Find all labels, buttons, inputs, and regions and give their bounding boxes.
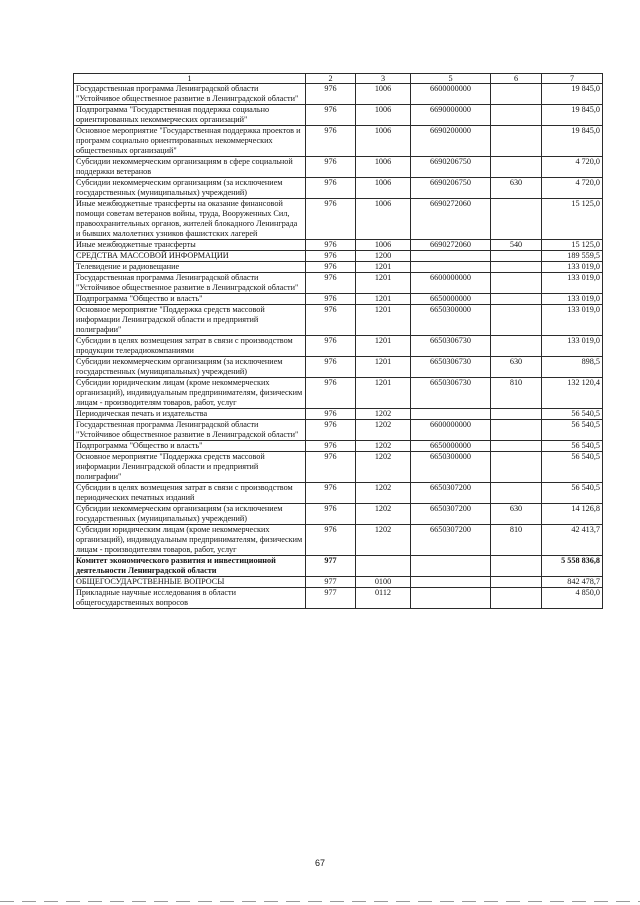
cell-vr bbox=[491, 336, 542, 357]
table-row bbox=[74, 525, 603, 556]
cell-rzpr: 1006 bbox=[356, 157, 411, 178]
cell-grbs: 976 bbox=[306, 157, 356, 178]
table-row bbox=[74, 305, 603, 336]
cell-grbs: 976 bbox=[306, 178, 356, 199]
cell-rzpr: 1006 bbox=[356, 84, 411, 105]
cell-csr bbox=[411, 556, 491, 577]
cell-rzpr: 1201 bbox=[356, 357, 411, 378]
cell-csr: 6650300000 bbox=[411, 305, 491, 336]
cell-rzpr: 1202 bbox=[356, 452, 411, 483]
header-row bbox=[74, 74, 603, 84]
cell-csr: 6600000000 bbox=[411, 420, 491, 441]
cell-sum: 132 120,4 bbox=[542, 378, 603, 409]
cell-sum: 15 125,0 bbox=[542, 240, 603, 251]
cell-grbs: 976 bbox=[306, 305, 356, 336]
table-row bbox=[74, 378, 603, 409]
cell-vr: 630 bbox=[491, 504, 542, 525]
cell-csr: 6600000000 bbox=[411, 84, 491, 105]
cell-sum: 842 478,7 bbox=[542, 577, 603, 588]
cell-sum: 133 019,0 bbox=[542, 273, 603, 294]
cell-csr: 6650306730 bbox=[411, 357, 491, 378]
cell-csr: 6650306730 bbox=[411, 378, 491, 409]
cell-csr: 6690272060 bbox=[411, 199, 491, 240]
cell-sum: 56 540,5 bbox=[542, 452, 603, 483]
cell-name: Государственная программа Ленинградской области "Устойчивое общественное развитие в Ленинградской области" bbox=[74, 84, 306, 105]
cell-csr: 6690206750 bbox=[411, 157, 491, 178]
cell-vr bbox=[491, 556, 542, 577]
cell-rzpr: 0112 bbox=[356, 588, 411, 609]
table-row bbox=[74, 84, 603, 105]
cell-name: Иные межбюджетные трансферты bbox=[74, 240, 306, 251]
cell-sum: 4 850,0 bbox=[542, 588, 603, 609]
cell-name: Основное мероприятие "Государственная поддержка проектов и программ социально ориентированных некоммерческих общественных организаций" bbox=[74, 126, 306, 157]
cell-rzpr: 1201 bbox=[356, 273, 411, 294]
cell-vr bbox=[491, 452, 542, 483]
cell-rzpr: 0100 bbox=[356, 577, 411, 588]
cell-grbs: 976 bbox=[306, 294, 356, 305]
cell-rzpr: 1202 bbox=[356, 525, 411, 556]
cell-name: Подпрограмма "Общество и власть" bbox=[74, 294, 306, 305]
page-number: 67 bbox=[314, 858, 325, 868]
cell-vr: 630 bbox=[491, 178, 542, 199]
table-row bbox=[74, 126, 603, 157]
cell-sum: 898,5 bbox=[542, 357, 603, 378]
cell-name: Субсидии некоммерческим организациям (за исключением государственных (муниципальных) учреждений) bbox=[74, 178, 306, 199]
cell-name: Субсидии некоммерческим организациям в сфере социальной поддержки ветеранов bbox=[74, 157, 306, 178]
cell-grbs: 976 bbox=[306, 273, 356, 294]
table-row bbox=[74, 336, 603, 357]
cell-grbs: 976 bbox=[306, 84, 356, 105]
cell-rzpr: 1201 bbox=[356, 378, 411, 409]
cell-vr: 810 bbox=[491, 378, 542, 409]
cell-sum: 133 019,0 bbox=[542, 262, 603, 273]
header-cell-grbs: 2 bbox=[306, 74, 356, 84]
table-body bbox=[74, 84, 603, 609]
cell-rzpr: 1202 bbox=[356, 420, 411, 441]
cell-name: Основное мероприятие "Поддержка средств массовой информации Ленинградской области и предприятий полиграфии" bbox=[74, 305, 306, 336]
cell-grbs: 976 bbox=[306, 262, 356, 273]
cell-csr bbox=[411, 251, 491, 262]
cell-csr: 6650307200 bbox=[411, 525, 491, 556]
cell-sum: 19 845,0 bbox=[542, 105, 603, 126]
cell-vr bbox=[491, 126, 542, 157]
cell-name: Комитет экономического развития и инвестиционной деятельности Ленинградской области bbox=[74, 556, 306, 577]
cell-name: Основное мероприятие "Поддержка средств массовой информации Ленинградской области и предприятий полиграфии" bbox=[74, 452, 306, 483]
cell-name: Иные межбюджетные трансферты на оказание финансовой помощи советам ветеранов войны, труда, Вооруженных Сил, правоохранительных органов, жителей блокадного Ленинграда и бывших малолетних узников фашистских лагерей bbox=[74, 199, 306, 240]
cell-name: СРЕДСТВА МАССОВОЙ ИНФОРМАЦИИ bbox=[74, 251, 306, 262]
cell-sum: 133 019,0 bbox=[542, 305, 603, 336]
cell-rzpr: 1006 bbox=[356, 105, 411, 126]
cell-csr bbox=[411, 262, 491, 273]
table-row bbox=[74, 105, 603, 126]
table-row bbox=[74, 273, 603, 294]
cell-vr bbox=[491, 199, 542, 240]
cell-sum: 56 540,5 bbox=[542, 409, 603, 420]
cell-name: Субсидии некоммерческим организациям (за исключением государственных (муниципальных) учреждений) bbox=[74, 504, 306, 525]
table-row bbox=[74, 294, 603, 305]
table-row bbox=[74, 409, 603, 420]
cell-sum: 19 845,0 bbox=[542, 84, 603, 105]
table-row bbox=[74, 441, 603, 452]
cell-sum: 56 540,5 bbox=[542, 420, 603, 441]
cell-name: Государственная программа Ленинградской области "Устойчивое общественное развитие в Ленинградской области" bbox=[74, 273, 306, 294]
table-row bbox=[74, 357, 603, 378]
cell-rzpr: 1202 bbox=[356, 504, 411, 525]
cell-sum: 15 125,0 bbox=[542, 199, 603, 240]
cell-rzpr: 1200 bbox=[356, 251, 411, 262]
table-row bbox=[74, 178, 603, 199]
header-cell-csr: 5 bbox=[411, 74, 491, 84]
cell-name: Подпрограмма "Государственная поддержка социально ориентированных некоммерческих организаций" bbox=[74, 105, 306, 126]
table-row bbox=[74, 240, 603, 251]
table-row bbox=[74, 483, 603, 504]
cell-sum: 4 720,0 bbox=[542, 178, 603, 199]
table-row bbox=[74, 157, 603, 178]
cell-name: Субсидии в целях возмещения затрат в связи с производством периодических печатных изданий bbox=[74, 483, 306, 504]
cell-vr bbox=[491, 577, 542, 588]
table-row bbox=[74, 251, 603, 262]
cell-grbs: 976 bbox=[306, 240, 356, 251]
cell-vr bbox=[491, 294, 542, 305]
cell-name: Субсидии юридическим лицам (кроме некоммерческих организаций), индивидуальным предпринимателям, физическим лицам - производителям товаров, работ, услуг bbox=[74, 525, 306, 556]
cell-vr bbox=[491, 251, 542, 262]
table-row bbox=[74, 199, 603, 240]
cell-rzpr: 1202 bbox=[356, 409, 411, 420]
cell-grbs: 977 bbox=[306, 577, 356, 588]
cell-vr bbox=[491, 105, 542, 126]
cell-grbs: 976 bbox=[306, 452, 356, 483]
cell-vr bbox=[491, 305, 542, 336]
cell-vr bbox=[491, 441, 542, 452]
cell-grbs: 976 bbox=[306, 126, 356, 157]
cell-vr bbox=[491, 273, 542, 294]
cell-rzpr: 1202 bbox=[356, 441, 411, 452]
cell-rzpr: 1006 bbox=[356, 240, 411, 251]
cell-name: ОБЩЕГОСУДАРСТВЕННЫЕ ВОПРОСЫ bbox=[74, 577, 306, 588]
cell-rzpr: 1201 bbox=[356, 305, 411, 336]
cell-csr: 6650306730 bbox=[411, 336, 491, 357]
table-row bbox=[74, 504, 603, 525]
cell-vr bbox=[491, 157, 542, 178]
cell-rzpr: 1006 bbox=[356, 199, 411, 240]
cell-name: Субсидии в целях возмещения затрат в связи с производством продукции телерадиокомпаниями bbox=[74, 336, 306, 357]
cell-vr: 630 bbox=[491, 357, 542, 378]
cell-vr bbox=[491, 84, 542, 105]
cell-rzpr: 1006 bbox=[356, 178, 411, 199]
cell-csr: 6600000000 bbox=[411, 273, 491, 294]
cell-rzpr: 1201 bbox=[356, 294, 411, 305]
cell-grbs: 976 bbox=[306, 525, 356, 556]
cell-vr bbox=[491, 262, 542, 273]
cell-sum: 42 413,7 bbox=[542, 525, 603, 556]
table-row bbox=[74, 420, 603, 441]
cell-grbs: 976 bbox=[306, 420, 356, 441]
cell-sum: 19 845,0 bbox=[542, 126, 603, 157]
table-row bbox=[74, 577, 603, 588]
header-cell-sum: 7 bbox=[542, 74, 603, 84]
cell-csr: 6650000000 bbox=[411, 441, 491, 452]
cell-rzpr: 1201 bbox=[356, 336, 411, 357]
table-row bbox=[74, 556, 603, 577]
cell-grbs: 976 bbox=[306, 105, 356, 126]
cell-csr: 6690200000 bbox=[411, 126, 491, 157]
cell-name: Государственная программа Ленинградской области "Устойчивое общественное развитие в Ленинградской области" bbox=[74, 420, 306, 441]
cell-grbs: 976 bbox=[306, 483, 356, 504]
cell-sum: 189 559,5 bbox=[542, 251, 603, 262]
header-cell-name: 1 bbox=[74, 74, 306, 84]
cell-name: Подпрограмма "Общество и власть" bbox=[74, 441, 306, 452]
table-row bbox=[74, 262, 603, 273]
header-cell-vr: 6 bbox=[491, 74, 542, 84]
cell-sum: 14 126,8 bbox=[542, 504, 603, 525]
cell-name: Прикладные научные исследования в области общегосударственных вопросов bbox=[74, 588, 306, 609]
cell-grbs: 977 bbox=[306, 556, 356, 577]
cell-name: Субсидии юридическим лицам (кроме некоммерческих организаций), индивидуальным предпринимателям, физическим лицам - производителям товаров, работ, услуг bbox=[74, 378, 306, 409]
cell-vr bbox=[491, 420, 542, 441]
cell-name: Субсидии некоммерческим организациям (за исключением государственных (муниципальных) учреждений) bbox=[74, 357, 306, 378]
cell-csr: 6690272060 bbox=[411, 240, 491, 251]
cell-rzpr: 1202 bbox=[356, 483, 411, 504]
cell-csr: 6650307200 bbox=[411, 504, 491, 525]
table-row bbox=[74, 588, 603, 609]
cell-csr: 6650300000 bbox=[411, 452, 491, 483]
cell-rzpr: 1006 bbox=[356, 126, 411, 157]
cell-csr bbox=[411, 577, 491, 588]
cell-grbs: 976 bbox=[306, 251, 356, 262]
scan-bottom-edge bbox=[0, 901, 640, 902]
cell-vr bbox=[491, 483, 542, 504]
cell-grbs: 976 bbox=[306, 336, 356, 357]
cell-rzpr: 1201 bbox=[356, 262, 411, 273]
table-row bbox=[74, 452, 603, 483]
cell-grbs: 976 bbox=[306, 199, 356, 240]
cell-vr: 540 bbox=[491, 240, 542, 251]
cell-grbs: 976 bbox=[306, 378, 356, 409]
budget-table bbox=[73, 73, 603, 609]
cell-grbs: 976 bbox=[306, 357, 356, 378]
cell-sum: 4 720,0 bbox=[542, 157, 603, 178]
cell-sum: 5 558 836,8 bbox=[542, 556, 603, 577]
cell-csr: 6650000000 bbox=[411, 294, 491, 305]
cell-sum: 133 019,0 bbox=[542, 294, 603, 305]
cell-grbs: 977 bbox=[306, 588, 356, 609]
cell-rzpr bbox=[356, 556, 411, 577]
cell-name: Периодическая печать и издательства bbox=[74, 409, 306, 420]
cell-name: Телевидение и радиовещание bbox=[74, 262, 306, 273]
cell-sum: 56 540,5 bbox=[542, 441, 603, 452]
cell-grbs: 976 bbox=[306, 441, 356, 452]
cell-csr: 6650307200 bbox=[411, 483, 491, 504]
cell-vr bbox=[491, 588, 542, 609]
cell-csr: 6690000000 bbox=[411, 105, 491, 126]
cell-csr: 6690206750 bbox=[411, 178, 491, 199]
cell-grbs: 976 bbox=[306, 409, 356, 420]
cell-vr bbox=[491, 409, 542, 420]
cell-grbs: 976 bbox=[306, 504, 356, 525]
cell-csr bbox=[411, 588, 491, 609]
cell-vr: 810 bbox=[491, 525, 542, 556]
cell-csr bbox=[411, 409, 491, 420]
header-cell-rzpr: 3 bbox=[356, 74, 411, 84]
cell-sum: 56 540,5 bbox=[542, 483, 603, 504]
cell-sum: 133 019,0 bbox=[542, 336, 603, 357]
